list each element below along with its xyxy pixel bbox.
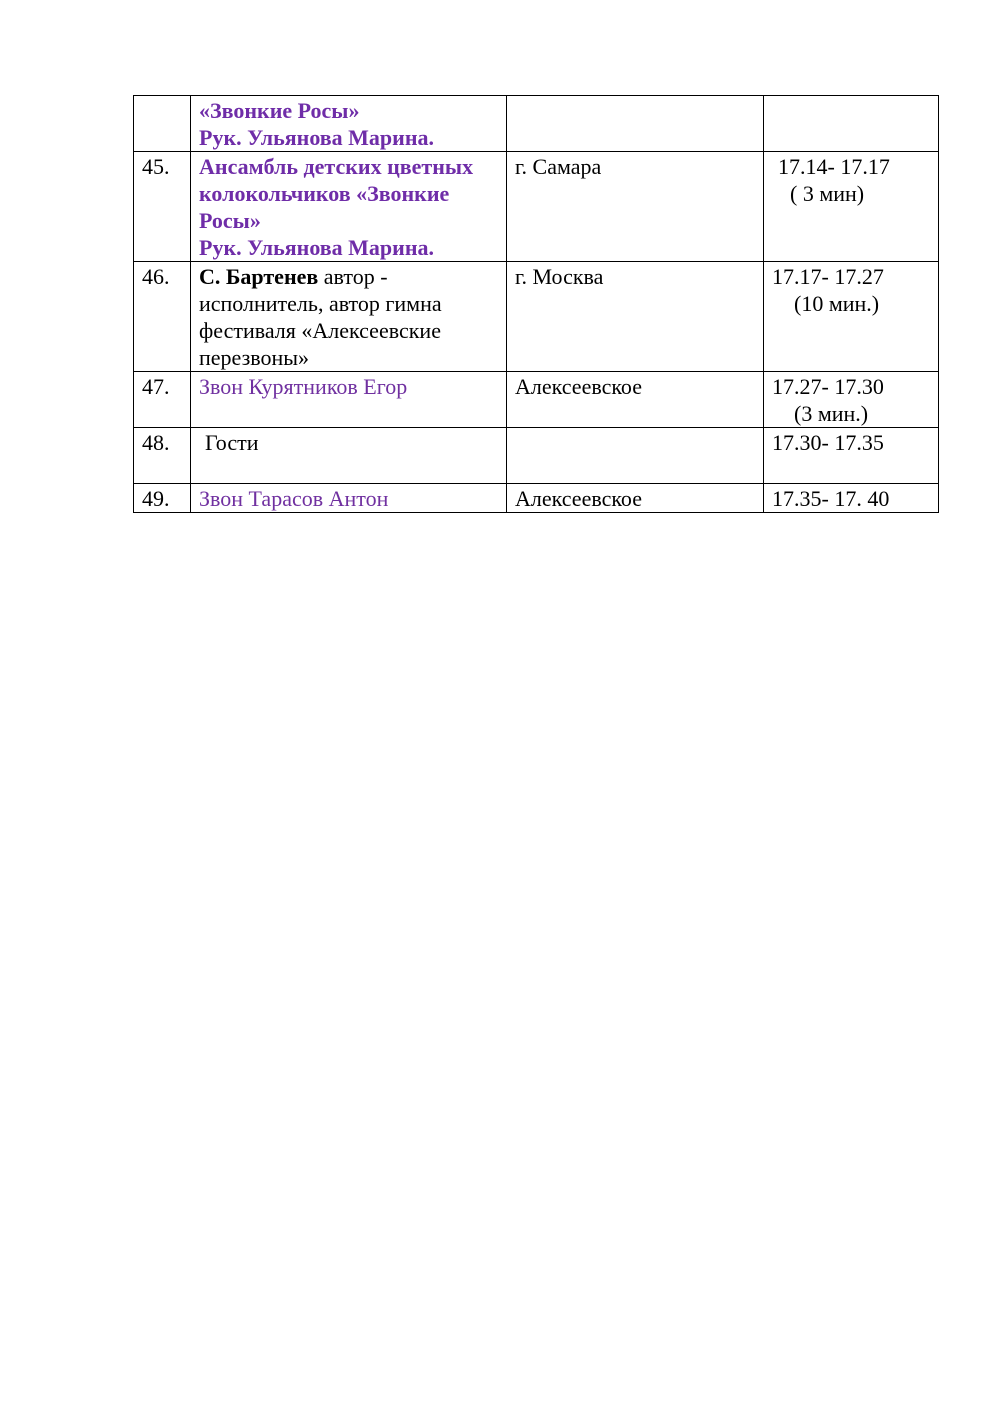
performer-leader-line: Рук. Ульянова Марина. — [199, 125, 435, 150]
duration: (3 мин.) — [794, 401, 869, 426]
performer-name: Гости — [205, 430, 259, 455]
place-cell — [507, 96, 764, 152]
row-number — [134, 96, 191, 152]
performer-cell — [191, 262, 507, 372]
time-range: 17.27- 17.30 — [772, 374, 884, 399]
time-range: 17.17- 17.27 — [772, 264, 884, 289]
performer-role-line: исполнитель, автор гимна — [199, 291, 442, 316]
duration: ( 3 мин) — [790, 181, 865, 206]
table-row — [134, 96, 939, 152]
table-row — [134, 372, 939, 428]
duration: (10 мин.) — [794, 291, 880, 316]
time-cell — [764, 428, 939, 484]
row-number: 48. — [134, 428, 191, 484]
time-range: 17.35- 17. 40 — [772, 486, 890, 511]
time-cell — [764, 152, 939, 262]
performer-cell — [191, 96, 507, 152]
row-number: 47. — [134, 372, 191, 428]
time-cell — [764, 96, 939, 152]
row-number: 46. — [134, 262, 191, 372]
performer-role-line: фестиваля «Алексеевские — [199, 318, 441, 343]
performer-role: автор - — [318, 264, 388, 289]
performer-name-bold: С. Бартенев — [199, 264, 319, 289]
time-range: 17.30- 17.35 — [772, 430, 884, 455]
time-cell — [764, 372, 939, 428]
time-cell — [764, 484, 939, 513]
table-row — [134, 484, 939, 513]
table-row — [134, 262, 939, 372]
place-cell: Алексеевское — [507, 372, 764, 428]
row-number: 49. — [134, 484, 191, 513]
performer-name-line: колокольчиков «Звонкие — [199, 181, 450, 206]
place-cell: Алексеевское — [507, 484, 764, 513]
performer-name-line: «Звонкие Росы» — [199, 98, 360, 123]
performer-cell: Звон Тарасов Антон — [191, 484, 507, 513]
performer-name-line: Ансамбль детских цветных — [199, 154, 474, 179]
place-cell: г. Москва — [507, 262, 764, 372]
performer-cell — [191, 152, 507, 262]
place-cell: г. Самара — [507, 152, 764, 262]
performer-role-line: перезвоны» — [199, 345, 310, 370]
schedule-table — [133, 95, 939, 513]
performer-cell — [191, 428, 507, 484]
performer-cell: Звон Курятников Егор — [191, 372, 507, 428]
row-number: 45. — [134, 152, 191, 262]
performer-name-line: Росы» — [199, 208, 261, 233]
time-range: 17.14- 17.17 — [778, 154, 890, 179]
place-cell — [507, 428, 764, 484]
table-row — [134, 152, 939, 262]
time-cell — [764, 262, 939, 372]
table-row — [134, 428, 939, 484]
performer-leader-line: Рук. Ульянова Марина. — [199, 235, 435, 260]
